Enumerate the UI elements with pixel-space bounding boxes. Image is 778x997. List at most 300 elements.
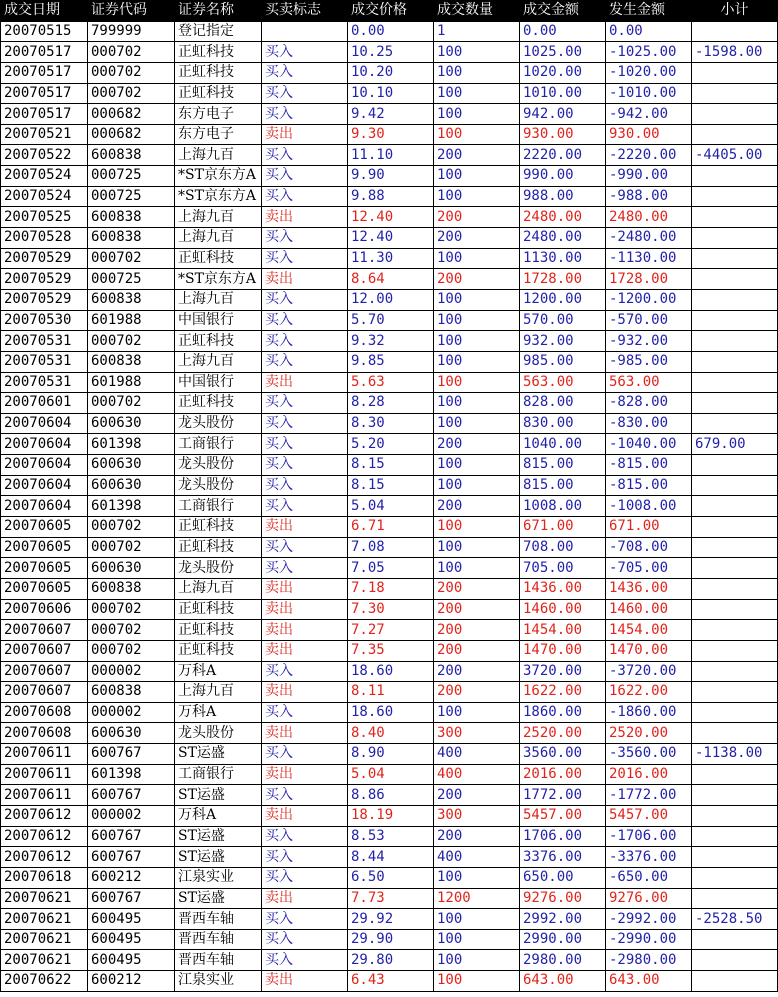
cell-net[interactable]: -1772.00 xyxy=(606,785,692,806)
cell-amount[interactable]: 5457.00 xyxy=(520,805,606,826)
cell-price[interactable]: 8.64 xyxy=(348,269,434,290)
cell-price[interactable]: 8.28 xyxy=(348,393,434,414)
cell-name[interactable]: 晋西车轴 xyxy=(175,950,262,971)
cell-price[interactable]: 5.70 xyxy=(348,310,434,331)
cell-price[interactable]: 8.30 xyxy=(348,413,434,434)
cell-price[interactable]: 11.30 xyxy=(348,248,434,269)
cell-subtotal[interactable]: 679.00 xyxy=(692,434,778,455)
cell-amount[interactable]: 815.00 xyxy=(520,455,606,476)
cell-name[interactable]: 正虹科技 xyxy=(175,248,262,269)
cell-name[interactable]: 上海九百 xyxy=(175,289,262,310)
cell-qty[interactable]: 100 xyxy=(434,475,520,496)
cell-date[interactable]: 20070611 xyxy=(1,785,88,806)
cell-date[interactable]: 20070524 xyxy=(1,166,88,187)
cell-date[interactable]: 20070530 xyxy=(1,310,88,331)
cell-subtotal[interactable] xyxy=(692,166,778,187)
cell-code[interactable]: 000002 xyxy=(88,702,175,723)
cell-code[interactable]: 601988 xyxy=(88,310,175,331)
cell-date[interactable]: 20070531 xyxy=(1,372,88,393)
cell-date[interactable]: 20070517 xyxy=(1,42,88,63)
cell-code[interactable]: 600212 xyxy=(88,971,175,992)
cell-flag[interactable]: 买入 xyxy=(262,702,348,723)
cell-date[interactable]: 20070605 xyxy=(1,537,88,558)
cell-net[interactable]: -828.00 xyxy=(606,393,692,414)
cell-amount[interactable]: 988.00 xyxy=(520,186,606,207)
cell-flag[interactable]: 买入 xyxy=(262,661,348,682)
cell-date[interactable]: 20070528 xyxy=(1,228,88,249)
cell-flag[interactable]: 卖出 xyxy=(262,971,348,992)
cell-subtotal[interactable] xyxy=(692,971,778,992)
cell-net[interactable]: 2016.00 xyxy=(606,764,692,785)
cell-flag[interactable]: 卖出 xyxy=(262,640,348,661)
cell-flag[interactable]: 买入 xyxy=(262,393,348,414)
cell-name[interactable]: 上海九百 xyxy=(175,351,262,372)
header-net[interactable]: 发生金额 xyxy=(606,1,692,22)
cell-flag[interactable]: 卖出 xyxy=(262,269,348,290)
cell-price[interactable]: 8.44 xyxy=(348,847,434,868)
cell-name[interactable]: 万科A xyxy=(175,805,262,826)
cell-qty[interactable]: 100 xyxy=(434,393,520,414)
cell-date[interactable]: 20070621 xyxy=(1,909,88,930)
cell-subtotal[interactable] xyxy=(692,578,778,599)
cell-name[interactable]: 龙头股份 xyxy=(175,475,262,496)
cell-amount[interactable]: 1025.00 xyxy=(520,42,606,63)
cell-net[interactable]: -2990.00 xyxy=(606,929,692,950)
cell-date[interactable]: 20070604 xyxy=(1,496,88,517)
cell-qty[interactable]: 200 xyxy=(434,578,520,599)
cell-net[interactable]: 9276.00 xyxy=(606,888,692,909)
cell-name[interactable]: 中国银行 xyxy=(175,372,262,393)
cell-subtotal[interactable]: -1598.00 xyxy=(692,42,778,63)
cell-name[interactable]: 万科A xyxy=(175,702,262,723)
cell-net[interactable]: 5457.00 xyxy=(606,805,692,826)
cell-code[interactable]: 000702 xyxy=(88,393,175,414)
cell-flag[interactable]: 买入 xyxy=(262,145,348,166)
cell-date[interactable]: 20070517 xyxy=(1,62,88,83)
cell-net[interactable]: -705.00 xyxy=(606,558,692,579)
cell-amount[interactable]: 650.00 xyxy=(520,867,606,888)
cell-net[interactable]: 1622.00 xyxy=(606,682,692,703)
cell-price[interactable]: 6.43 xyxy=(348,971,434,992)
cell-flag[interactable]: 买入 xyxy=(262,558,348,579)
cell-price[interactable]: 18.19 xyxy=(348,805,434,826)
cell-net[interactable]: -932.00 xyxy=(606,331,692,352)
cell-flag[interactable]: 买入 xyxy=(262,847,348,868)
cell-qty[interactable]: 200 xyxy=(434,269,520,290)
cell-flag[interactable]: 卖出 xyxy=(262,888,348,909)
cell-net[interactable]: -1040.00 xyxy=(606,434,692,455)
cell-code[interactable]: 000702 xyxy=(88,62,175,83)
cell-qty[interactable]: 200 xyxy=(434,785,520,806)
cell-qty[interactable]: 100 xyxy=(434,413,520,434)
cell-qty[interactable]: 300 xyxy=(434,805,520,826)
cell-flag[interactable]: 买入 xyxy=(262,537,348,558)
cell-date[interactable]: 20070521 xyxy=(1,124,88,145)
cell-flag[interactable]: 买入 xyxy=(262,455,348,476)
cell-date[interactable]: 20070604 xyxy=(1,434,88,455)
cell-name[interactable]: *ST京东方A xyxy=(175,269,262,290)
cell-date[interactable]: 20070621 xyxy=(1,950,88,971)
cell-name[interactable]: 登记指定 xyxy=(175,21,262,42)
cell-amount[interactable]: 930.00 xyxy=(520,124,606,145)
cell-date[interactable]: 20070531 xyxy=(1,351,88,372)
cell-net[interactable]: 643.00 xyxy=(606,971,692,992)
cell-net[interactable]: -1200.00 xyxy=(606,289,692,310)
cell-amount[interactable]: 0.00 xyxy=(520,21,606,42)
cell-flag[interactable]: 卖出 xyxy=(262,517,348,538)
cell-date[interactable]: 20070611 xyxy=(1,744,88,765)
cell-code[interactable]: 000725 xyxy=(88,269,175,290)
cell-subtotal[interactable] xyxy=(692,805,778,826)
cell-flag[interactable]: 买入 xyxy=(262,248,348,269)
cell-date[interactable]: 20070618 xyxy=(1,867,88,888)
cell-net[interactable]: -988.00 xyxy=(606,186,692,207)
cell-name[interactable]: 上海九百 xyxy=(175,228,262,249)
cell-code[interactable]: 000702 xyxy=(88,620,175,641)
cell-subtotal[interactable] xyxy=(692,640,778,661)
cell-amount[interactable]: 708.00 xyxy=(520,537,606,558)
cell-price[interactable]: 6.71 xyxy=(348,517,434,538)
cell-name[interactable]: ST运盛 xyxy=(175,888,262,909)
cell-date[interactable]: 20070605 xyxy=(1,517,88,538)
cell-flag[interactable]: 卖出 xyxy=(262,124,348,145)
cell-date[interactable]: 20070522 xyxy=(1,145,88,166)
cell-net[interactable]: 1728.00 xyxy=(606,269,692,290)
cell-code[interactable]: 601398 xyxy=(88,764,175,785)
cell-qty[interactable]: 100 xyxy=(434,950,520,971)
cell-price[interactable]: 7.08 xyxy=(348,537,434,558)
cell-subtotal[interactable] xyxy=(692,21,778,42)
cell-name[interactable]: 江泉实业 xyxy=(175,971,262,992)
cell-code[interactable]: 600767 xyxy=(88,785,175,806)
cell-price[interactable]: 29.90 xyxy=(348,929,434,950)
cell-date[interactable]: 20070621 xyxy=(1,888,88,909)
cell-name[interactable]: 正虹科技 xyxy=(175,83,262,104)
cell-amount[interactable]: 2520.00 xyxy=(520,723,606,744)
cell-price[interactable]: 8.15 xyxy=(348,455,434,476)
cell-price[interactable]: 5.04 xyxy=(348,764,434,785)
cell-qty[interactable]: 100 xyxy=(434,702,520,723)
cell-name[interactable]: 晋西车轴 xyxy=(175,929,262,950)
cell-flag[interactable]: 买入 xyxy=(262,909,348,930)
cell-subtotal[interactable] xyxy=(692,393,778,414)
cell-code[interactable]: 600767 xyxy=(88,888,175,909)
cell-name[interactable]: *ST京东方A xyxy=(175,186,262,207)
cell-code[interactable]: 600630 xyxy=(88,475,175,496)
cell-name[interactable]: *ST京东方A xyxy=(175,166,262,187)
cell-qty[interactable]: 1200 xyxy=(434,888,520,909)
cell-subtotal[interactable] xyxy=(692,475,778,496)
cell-code[interactable]: 600838 xyxy=(88,145,175,166)
cell-subtotal[interactable] xyxy=(692,310,778,331)
cell-price[interactable]: 8.53 xyxy=(348,826,434,847)
cell-name[interactable]: 上海九百 xyxy=(175,578,262,599)
cell-name[interactable]: 龙头股份 xyxy=(175,455,262,476)
cell-amount[interactable]: 2480.00 xyxy=(520,207,606,228)
cell-price[interactable]: 8.40 xyxy=(348,723,434,744)
cell-code[interactable]: 600767 xyxy=(88,744,175,765)
cell-price[interactable]: 7.18 xyxy=(348,578,434,599)
cell-amount[interactable]: 705.00 xyxy=(520,558,606,579)
cell-name[interactable]: 上海九百 xyxy=(175,145,262,166)
cell-net[interactable]: -1008.00 xyxy=(606,496,692,517)
cell-date[interactable]: 20070622 xyxy=(1,971,88,992)
cell-price[interactable]: 18.60 xyxy=(348,661,434,682)
cell-net[interactable]: -2480.00 xyxy=(606,228,692,249)
cell-amount[interactable]: 828.00 xyxy=(520,393,606,414)
cell-flag[interactable]: 卖出 xyxy=(262,620,348,641)
cell-amount[interactable]: 1706.00 xyxy=(520,826,606,847)
cell-code[interactable]: 600212 xyxy=(88,867,175,888)
cell-subtotal[interactable] xyxy=(692,517,778,538)
cell-qty[interactable]: 200 xyxy=(434,826,520,847)
cell-price[interactable]: 8.86 xyxy=(348,785,434,806)
cell-date[interactable]: 20070607 xyxy=(1,682,88,703)
cell-qty[interactable]: 100 xyxy=(434,166,520,187)
cell-price[interactable]: 7.73 xyxy=(348,888,434,909)
cell-price[interactable]: 5.20 xyxy=(348,434,434,455)
cell-price[interactable]: 8.11 xyxy=(348,682,434,703)
cell-net[interactable]: -830.00 xyxy=(606,413,692,434)
cell-flag[interactable]: 卖出 xyxy=(262,599,348,620)
cell-date[interactable]: 20070606 xyxy=(1,599,88,620)
cell-code[interactable]: 000682 xyxy=(88,124,175,145)
cell-subtotal[interactable] xyxy=(692,867,778,888)
cell-price[interactable]: 7.35 xyxy=(348,640,434,661)
cell-net[interactable]: -985.00 xyxy=(606,351,692,372)
cell-date[interactable]: 20070605 xyxy=(1,558,88,579)
cell-amount[interactable]: 2980.00 xyxy=(520,950,606,971)
cell-net[interactable]: 2520.00 xyxy=(606,723,692,744)
cell-code[interactable]: 600838 xyxy=(88,351,175,372)
cell-amount[interactable]: 3560.00 xyxy=(520,744,606,765)
cell-price[interactable]: 12.40 xyxy=(348,228,434,249)
cell-subtotal[interactable] xyxy=(692,826,778,847)
cell-code[interactable]: 600630 xyxy=(88,455,175,476)
cell-price[interactable]: 10.20 xyxy=(348,62,434,83)
cell-qty[interactable]: 100 xyxy=(434,517,520,538)
cell-qty[interactable]: 300 xyxy=(434,723,520,744)
cell-qty[interactable]: 100 xyxy=(434,351,520,372)
cell-price[interactable]: 9.32 xyxy=(348,331,434,352)
cell-price[interactable]: 9.85 xyxy=(348,351,434,372)
cell-code[interactable]: 000702 xyxy=(88,599,175,620)
cell-date[interactable]: 20070607 xyxy=(1,620,88,641)
header-code[interactable]: 证券代码 xyxy=(88,1,175,22)
cell-net[interactable]: -1130.00 xyxy=(606,248,692,269)
cell-net[interactable]: -650.00 xyxy=(606,867,692,888)
cell-flag[interactable]: 买入 xyxy=(262,826,348,847)
cell-code[interactable]: 600838 xyxy=(88,682,175,703)
cell-qty[interactable]: 200 xyxy=(434,496,520,517)
cell-qty[interactable]: 100 xyxy=(434,929,520,950)
cell-subtotal[interactable] xyxy=(692,558,778,579)
cell-code[interactable]: 600630 xyxy=(88,723,175,744)
cell-date[interactable]: 20070524 xyxy=(1,186,88,207)
cell-date[interactable]: 20070612 xyxy=(1,847,88,868)
cell-subtotal[interactable]: -4405.00 xyxy=(692,145,778,166)
cell-name[interactable]: 东方电子 xyxy=(175,104,262,125)
cell-price[interactable]: 12.00 xyxy=(348,289,434,310)
cell-price[interactable]: 10.10 xyxy=(348,83,434,104)
cell-price[interactable]: 9.30 xyxy=(348,124,434,145)
cell-subtotal[interactable] xyxy=(692,537,778,558)
cell-amount[interactable]: 2480.00 xyxy=(520,228,606,249)
cell-amount[interactable]: 1622.00 xyxy=(520,682,606,703)
cell-subtotal[interactable] xyxy=(692,62,778,83)
header-qty[interactable]: 成交数量 xyxy=(434,1,520,22)
header-price[interactable]: 成交价格 xyxy=(348,1,434,22)
cell-flag[interactable]: 买入 xyxy=(262,104,348,125)
cell-net[interactable]: -570.00 xyxy=(606,310,692,331)
cell-code[interactable]: 600495 xyxy=(88,950,175,971)
cell-amount[interactable]: 1130.00 xyxy=(520,248,606,269)
cell-code[interactable]: 600838 xyxy=(88,578,175,599)
cell-name[interactable]: 晋西车轴 xyxy=(175,909,262,930)
cell-code[interactable]: 601398 xyxy=(88,434,175,455)
cell-flag[interactable]: 买入 xyxy=(262,310,348,331)
cell-date[interactable]: 20070608 xyxy=(1,702,88,723)
cell-code[interactable]: 600838 xyxy=(88,289,175,310)
cell-code[interactable]: 600495 xyxy=(88,929,175,950)
cell-qty[interactable]: 100 xyxy=(434,124,520,145)
cell-date[interactable]: 20070517 xyxy=(1,83,88,104)
cell-code[interactable]: 000702 xyxy=(88,517,175,538)
cell-price[interactable]: 9.42 xyxy=(348,104,434,125)
cell-subtotal[interactable] xyxy=(692,929,778,950)
cell-qty[interactable]: 200 xyxy=(434,661,520,682)
cell-date[interactable]: 20070601 xyxy=(1,393,88,414)
cell-code[interactable]: 600630 xyxy=(88,413,175,434)
cell-qty[interactable]: 100 xyxy=(434,537,520,558)
cell-code[interactable]: 601398 xyxy=(88,496,175,517)
cell-qty[interactable]: 100 xyxy=(434,971,520,992)
cell-net[interactable]: 563.00 xyxy=(606,372,692,393)
cell-subtotal[interactable] xyxy=(692,289,778,310)
header-flag[interactable]: 买卖标志 xyxy=(262,1,348,22)
cell-net[interactable]: -1706.00 xyxy=(606,826,692,847)
cell-amount[interactable]: 815.00 xyxy=(520,475,606,496)
cell-flag[interactable]: 买入 xyxy=(262,42,348,63)
cell-price[interactable]: 7.30 xyxy=(348,599,434,620)
header-subtotal[interactable]: 小计 xyxy=(692,1,778,22)
cell-name[interactable]: 正虹科技 xyxy=(175,42,262,63)
cell-code[interactable]: 000702 xyxy=(88,640,175,661)
cell-name[interactable]: 中国银行 xyxy=(175,310,262,331)
cell-date[interactable]: 20070611 xyxy=(1,764,88,785)
cell-name[interactable]: 正虹科技 xyxy=(175,331,262,352)
cell-code[interactable]: 000702 xyxy=(88,331,175,352)
cell-qty[interactable]: 100 xyxy=(434,867,520,888)
cell-code[interactable]: 600767 xyxy=(88,826,175,847)
cell-name[interactable]: 工商银行 xyxy=(175,764,262,785)
cell-flag[interactable]: 卖出 xyxy=(262,578,348,599)
cell-qty[interactable]: 200 xyxy=(434,599,520,620)
cell-amount[interactable]: 671.00 xyxy=(520,517,606,538)
cell-flag[interactable]: 卖出 xyxy=(262,372,348,393)
cell-amount[interactable]: 570.00 xyxy=(520,310,606,331)
cell-net[interactable]: -708.00 xyxy=(606,537,692,558)
cell-subtotal[interactable] xyxy=(692,413,778,434)
cell-amount[interactable]: 2990.00 xyxy=(520,929,606,950)
cell-flag[interactable]: 卖出 xyxy=(262,805,348,826)
cell-amount[interactable]: 1460.00 xyxy=(520,599,606,620)
cell-name[interactable]: ST运盛 xyxy=(175,826,262,847)
cell-subtotal[interactable] xyxy=(692,682,778,703)
cell-qty[interactable]: 400 xyxy=(434,744,520,765)
cell-price[interactable]: 0.00 xyxy=(348,21,434,42)
cell-date[interactable]: 20070604 xyxy=(1,455,88,476)
cell-qty[interactable]: 100 xyxy=(434,909,520,930)
cell-price[interactable]: 10.25 xyxy=(348,42,434,63)
cell-subtotal[interactable] xyxy=(692,496,778,517)
cell-code[interactable]: 799999 xyxy=(88,21,175,42)
header-name[interactable]: 证券名称 xyxy=(175,1,262,22)
cell-net[interactable]: -990.00 xyxy=(606,166,692,187)
cell-price[interactable]: 9.88 xyxy=(348,186,434,207)
cell-subtotal[interactable] xyxy=(692,331,778,352)
cell-name[interactable]: 正虹科技 xyxy=(175,537,262,558)
cell-flag[interactable]: 买入 xyxy=(262,496,348,517)
cell-subtotal[interactable] xyxy=(692,104,778,125)
cell-net[interactable]: 1454.00 xyxy=(606,620,692,641)
cell-name[interactable]: 龙头股份 xyxy=(175,723,262,744)
cell-subtotal[interactable] xyxy=(692,888,778,909)
cell-amount[interactable]: 990.00 xyxy=(520,166,606,187)
cell-subtotal[interactable] xyxy=(692,455,778,476)
cell-amount[interactable]: 1860.00 xyxy=(520,702,606,723)
cell-price[interactable]: 7.27 xyxy=(348,620,434,641)
cell-price[interactable]: 11.10 xyxy=(348,145,434,166)
cell-subtotal[interactable] xyxy=(692,723,778,744)
cell-subtotal[interactable] xyxy=(692,950,778,971)
cell-qty[interactable]: 200 xyxy=(434,434,520,455)
cell-date[interactable]: 20070612 xyxy=(1,805,88,826)
cell-net[interactable]: 1470.00 xyxy=(606,640,692,661)
cell-qty[interactable]: 1 xyxy=(434,21,520,42)
cell-net[interactable]: 671.00 xyxy=(606,517,692,538)
cell-date[interactable]: 20070529 xyxy=(1,248,88,269)
cell-subtotal[interactable] xyxy=(692,372,778,393)
cell-amount[interactable]: 830.00 xyxy=(520,413,606,434)
cell-net[interactable]: 2480.00 xyxy=(606,207,692,228)
cell-price[interactable]: 8.15 xyxy=(348,475,434,496)
cell-code[interactable]: 600630 xyxy=(88,558,175,579)
cell-flag[interactable] xyxy=(262,21,348,42)
cell-qty[interactable]: 100 xyxy=(434,186,520,207)
cell-date[interactable]: 20070605 xyxy=(1,578,88,599)
cell-flag[interactable]: 卖出 xyxy=(262,682,348,703)
cell-flag[interactable]: 买入 xyxy=(262,166,348,187)
cell-flag[interactable]: 买入 xyxy=(262,228,348,249)
cell-net[interactable]: -942.00 xyxy=(606,104,692,125)
cell-amount[interactable]: 2220.00 xyxy=(520,145,606,166)
cell-flag[interactable]: 买入 xyxy=(262,744,348,765)
cell-name[interactable]: 正虹科技 xyxy=(175,640,262,661)
cell-net[interactable]: -2992.00 xyxy=(606,909,692,930)
cell-net[interactable]: 1436.00 xyxy=(606,578,692,599)
cell-qty[interactable]: 400 xyxy=(434,847,520,868)
cell-subtotal[interactable] xyxy=(692,764,778,785)
cell-subtotal[interactable]: -2528.50 xyxy=(692,909,778,930)
cell-amount[interactable]: 1470.00 xyxy=(520,640,606,661)
cell-flag[interactable]: 买入 xyxy=(262,62,348,83)
cell-qty[interactable]: 100 xyxy=(434,42,520,63)
cell-net[interactable]: 0.00 xyxy=(606,21,692,42)
cell-price[interactable]: 29.92 xyxy=(348,909,434,930)
cell-amount[interactable]: 2016.00 xyxy=(520,764,606,785)
cell-price[interactable]: 5.63 xyxy=(348,372,434,393)
